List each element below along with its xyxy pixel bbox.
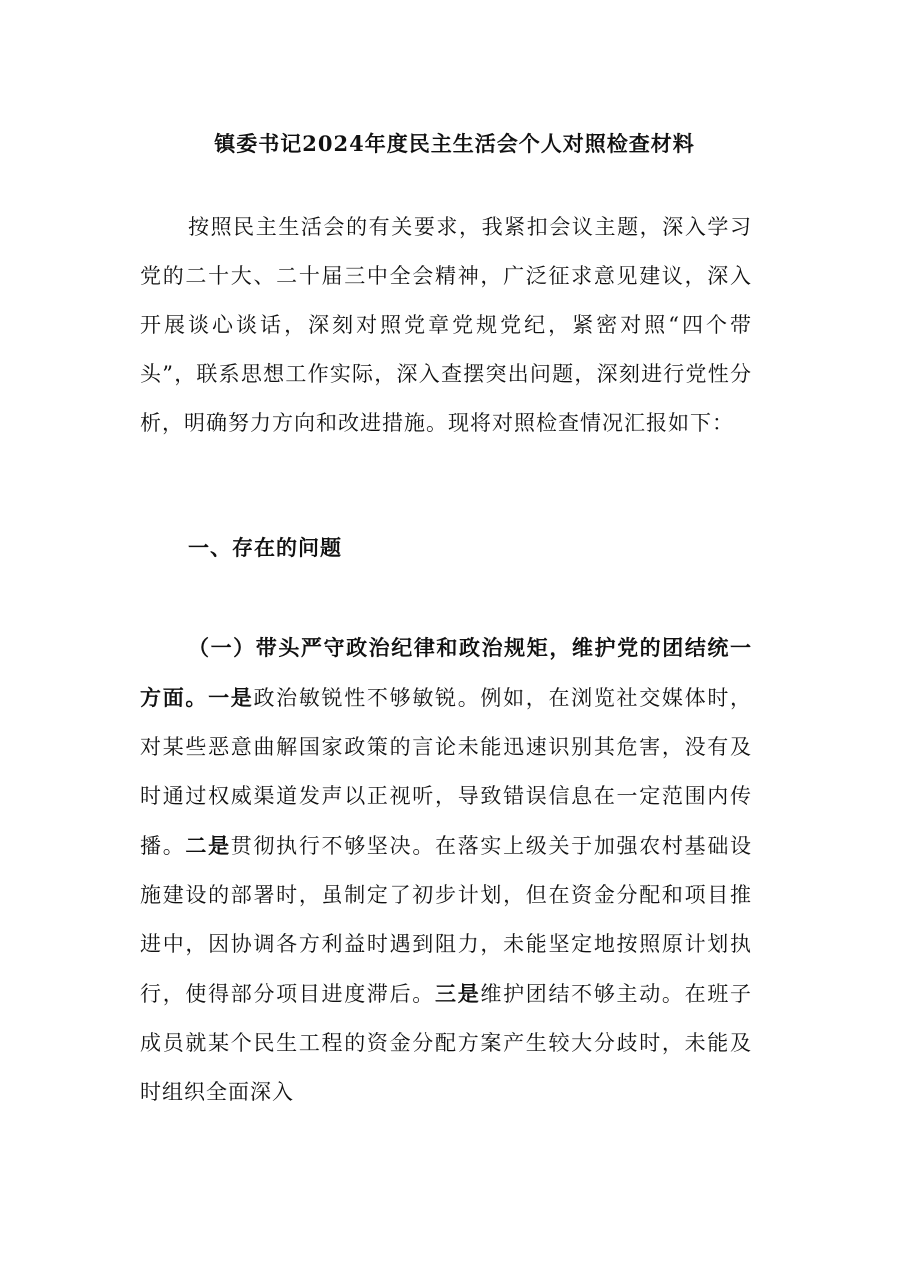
point-label-1: 一是 <box>208 685 254 710</box>
point-text-3: 维护团结不够主动。在班子成员就某个民生工程的资金分配方案产生较大分歧时，未能及时组织全面深入 <box>140 982 753 1104</box>
subsection-paragraph <box>140 623 752 1117</box>
point-label-3: 三是 <box>435 981 481 1006</box>
point-text-2: 贯彻执行不够坚决。在落实上级关于加强农村基础设施建设的部署时，虽制定了初步计划，但在资金分配和项目推进中，因协调各方利益时遇到阻力，未能坚定地按照原计划执行，使得部分项目进度滞后。 <box>140 834 753 1006</box>
point-text-1: 政治敏锐性不够敏锐。例如，在浏览社交媒体时，对某些恶意曲解国家政策的言论未能迅速识别其危害，没有及时通过权威渠道发声以正视听，导致错误信息在一定范围内传播。 <box>140 686 753 858</box>
point-label-2: 二是 <box>185 833 231 858</box>
section-heading: 一、存在的问题 <box>188 535 342 560</box>
intro-paragraph: 按照民主生活会的有关要求，我紧扣会议主题，深入学习党的二十大、二十届三中全会精神，广泛征求意见建议，深入开展谈心谈话，深刻对照党章党规党纪，紧密对照“四个带头”，联系思想工作实际，深入查摆突出问题，深刻进行党性分析，明确努力方向和改进措施。现将对照检查情况汇报如下： <box>140 215 752 435</box>
subsection-heading: （一）带头严守政治纪律和政治规矩，维护党的团结统一方面。 <box>140 635 752 710</box>
document-title: 镇委书记2024年度民主生活会个人对照检查材料 <box>214 131 695 156</box>
